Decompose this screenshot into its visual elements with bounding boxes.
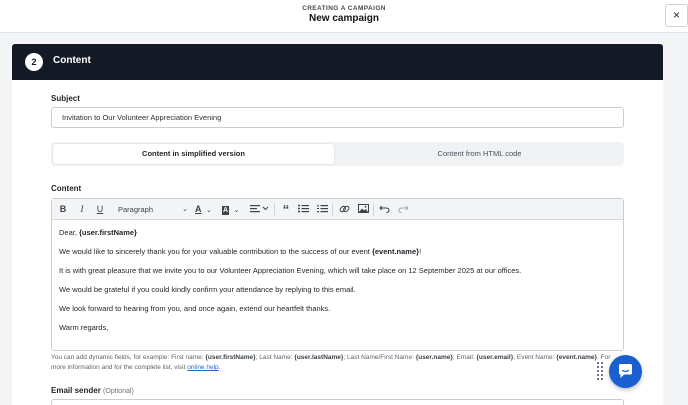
email-sender-input[interactable] [51, 399, 624, 405]
email-paragraph: It is with great pleasure that we invite you to our Volunteer Appreciation Evening, which will take place on 12 September 2025 at our offices. [59, 266, 522, 275]
close-button[interactable] [665, 4, 688, 27]
highlight-button[interactable] [222, 202, 246, 217]
quote-button[interactable] [279, 202, 293, 217]
content-mode-tabs [51, 142, 624, 166]
underline-button[interactable] [93, 202, 107, 217]
optional-hint: (Optional) [103, 388, 134, 395]
subject-input[interactable]: Invitation to Our Volunteer Appreciation Evening [51, 107, 624, 128]
editor-toolbar [52, 199, 623, 220]
align-icon [250, 204, 270, 214]
font-color-icon: A [195, 204, 202, 214]
page-kicker: CREATING A CAMPAIGN [302, 5, 386, 12]
paragraph-style-value: Paragraph [118, 205, 154, 214]
chevron-down-icon: ⌄ [206, 207, 212, 214]
toolbar-divider [274, 203, 275, 216]
section-title: Content [53, 55, 91, 66]
tab-simplified-content[interactable]: Content in simplified version [53, 144, 334, 164]
section-header [12, 44, 663, 80]
undo-button[interactable] [377, 202, 391, 217]
undo-icon [379, 204, 390, 213]
email-paragraph: We would be grateful if you could kindly confirm your attendance by replying to this email. [59, 285, 356, 294]
email-signoff: Warm regards, [59, 323, 109, 332]
drag-handle-icon[interactable] [597, 362, 605, 380]
content-label: Content [51, 184, 82, 193]
numbered-list-icon [317, 204, 328, 213]
online-help-link[interactable]: online help [187, 364, 219, 371]
subject-label: Subject [51, 94, 80, 103]
dynamic-fields-help: You can add dynamic fields, for example: First name: {user.firstName}; Last Name: {user.lastName}; Last Name/First Name: {user.name}; Email: {user.email}; Event Name: {event.name}. For more information and for the complete list, visit online help. [51, 354, 611, 371]
bullet-list-icon [298, 204, 309, 213]
highlight-icon: A [223, 207, 229, 214]
italic-icon: I [80, 204, 84, 214]
link-icon [339, 204, 350, 214]
chevron-down-icon: ⌄ [233, 207, 240, 214]
bullet-list-button[interactable] [296, 202, 310, 217]
font-color-button[interactable] [195, 202, 219, 217]
paragraph-style-select[interactable] [118, 202, 188, 217]
email-paragraph: We look forward to hearing from you, and once again, extend our heartfelt thanks. [59, 304, 331, 313]
page-title: New campaign [308, 13, 380, 24]
italic-button[interactable] [75, 202, 89, 217]
tab-html-content[interactable]: Content from HTML code [437, 149, 522, 158]
image-icon [358, 204, 369, 213]
step-badge: 2 [25, 53, 43, 71]
underline-icon: U [96, 204, 104, 214]
link-button[interactable] [337, 202, 351, 217]
bold-button[interactable] [56, 202, 70, 217]
close-icon: × [672, 8, 680, 22]
content-card [12, 44, 663, 405]
email-greeting: Dear, {user.firstName} [59, 228, 137, 237]
bold-icon: B [59, 204, 67, 214]
toolbar-divider [332, 203, 333, 216]
toolbar-divider [373, 203, 374, 216]
email-paragraph: We would like to sincerely thank you for your valuable contribution to the success of our event {event.name}! [59, 247, 422, 256]
dynamic-field: {user.firstName} [79, 228, 137, 237]
redo-button[interactable] [396, 202, 410, 217]
top-bar [0, 0, 688, 33]
redo-icon [398, 204, 409, 213]
rich-text-editor[interactable] [51, 198, 624, 351]
numbered-list-button[interactable] [315, 202, 329, 217]
image-button[interactable] [356, 202, 370, 217]
quote-icon: “ [282, 202, 290, 217]
chevron-down-icon: ⌄ [182, 206, 188, 213]
dynamic-field: {event.name} [371, 247, 420, 256]
align-button[interactable] [249, 202, 271, 217]
email-sender-label: Email sender (Optional) [51, 386, 134, 395]
chat-icon [617, 363, 634, 380]
chat-button[interactable] [609, 355, 642, 388]
